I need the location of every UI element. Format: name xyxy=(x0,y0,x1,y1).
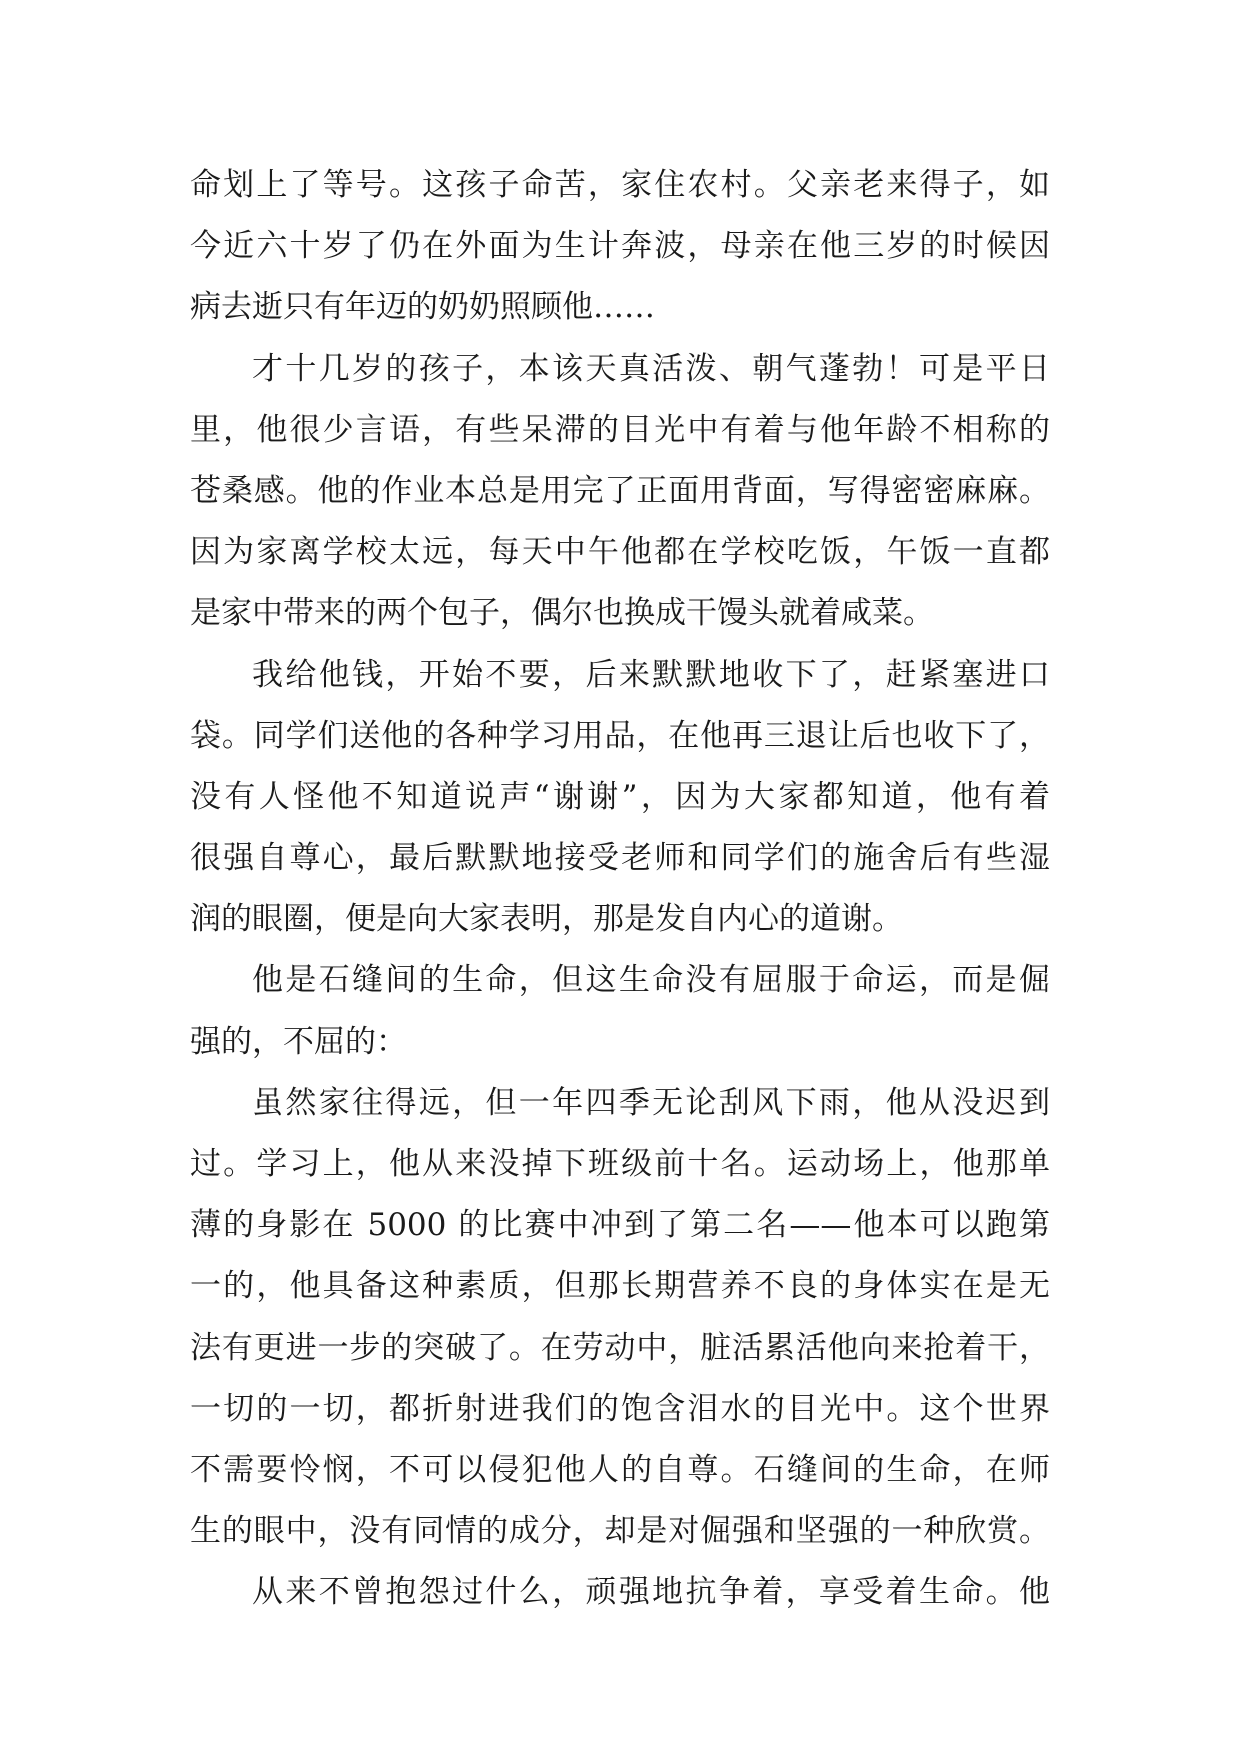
text-line: 一的，他具备这种素质，但那长期营养不良的身体实在是无 xyxy=(190,1268,1050,1305)
text-line: 很强自尊心，最后默默地接受老师和同学们的施舍后有些湿 xyxy=(190,840,1050,877)
text-line: 生的眼中，没有同情的成分，却是对倔强和坚强的一种欣赏。 xyxy=(190,1513,1050,1550)
text-line: 病去逝只有年迈的奶奶照顾他…… xyxy=(190,289,655,326)
paragraph-first-line: 从来不曾抱怨过什么，顽强地抗争着，享受着生命。他 xyxy=(252,1574,1050,1611)
text-line: 今近六十岁了仍在外面为生计奔波，母亲在他三岁的时候因 xyxy=(190,228,1050,265)
text-line: 里，他很少言语，有些呆滞的目光中有着与他年龄不相称的 xyxy=(190,411,1050,448)
text-line: 不需要怜悯，不可以侵犯他人的自尊。石缝间的生命，在师 xyxy=(190,1451,1050,1488)
paragraph-first-line: 我给他钱，开始不要，后来默默地收下了，赶紧塞进口 xyxy=(252,656,1050,693)
text-line: 没有人怪他不知道说声“谢谢”，因为大家都知道，他有着 xyxy=(190,778,1050,815)
text-line: 法有更进一步的突破了。在劳动中，脏活累活他向来抢着干， xyxy=(190,1329,1050,1366)
text-line: 薄的身影在 5000 的比赛中冲到了第二名——他本可以跑第 xyxy=(190,1207,1050,1244)
text-line: 袋。同学们送他的各种学习用品，在他再三退让后也收下了， xyxy=(190,717,1050,754)
paragraph-first-line: 虽然家往得远，但一年四季无论刮风下雨，他从没迟到 xyxy=(252,1084,1050,1121)
text-line: 过。学习上，他从来没掉下班级前十名。运动场上，他那单 xyxy=(190,1146,1050,1182)
text-line: 强的，不屈的： xyxy=(190,1023,407,1060)
text-line: 苍桑感。他的作业本总是用完了正面用背面，写得密密麻麻。 xyxy=(190,472,1050,509)
text-line: 命划上了等号。这孩子命苦，家住农村。父亲老来得子，如 xyxy=(190,167,1050,203)
body-text xyxy=(190,155,1050,1624)
paragraph-first-line: 才十几岁的孩子，本该天真活泼、朝气蓬勃！可是平日 xyxy=(252,350,1050,387)
text-line: 因为家离学校太远，每天中午他都在学校吃饭，午饭一直都 xyxy=(190,534,1050,571)
text-line: 润的眼圈，便是向大家表明，那是发自内心的道谢。 xyxy=(190,901,903,938)
text-line: 是家中带来的两个包子，偶尔也换成干馒头就着咸菜。 xyxy=(190,595,934,632)
text-line: 一切的一切，都折射进我们的饱含泪水的目光中。这个世界 xyxy=(190,1390,1050,1427)
paragraph-first-line: 他是石缝间的生命，但这生命没有屈服于命运，而是倔 xyxy=(252,962,1050,999)
